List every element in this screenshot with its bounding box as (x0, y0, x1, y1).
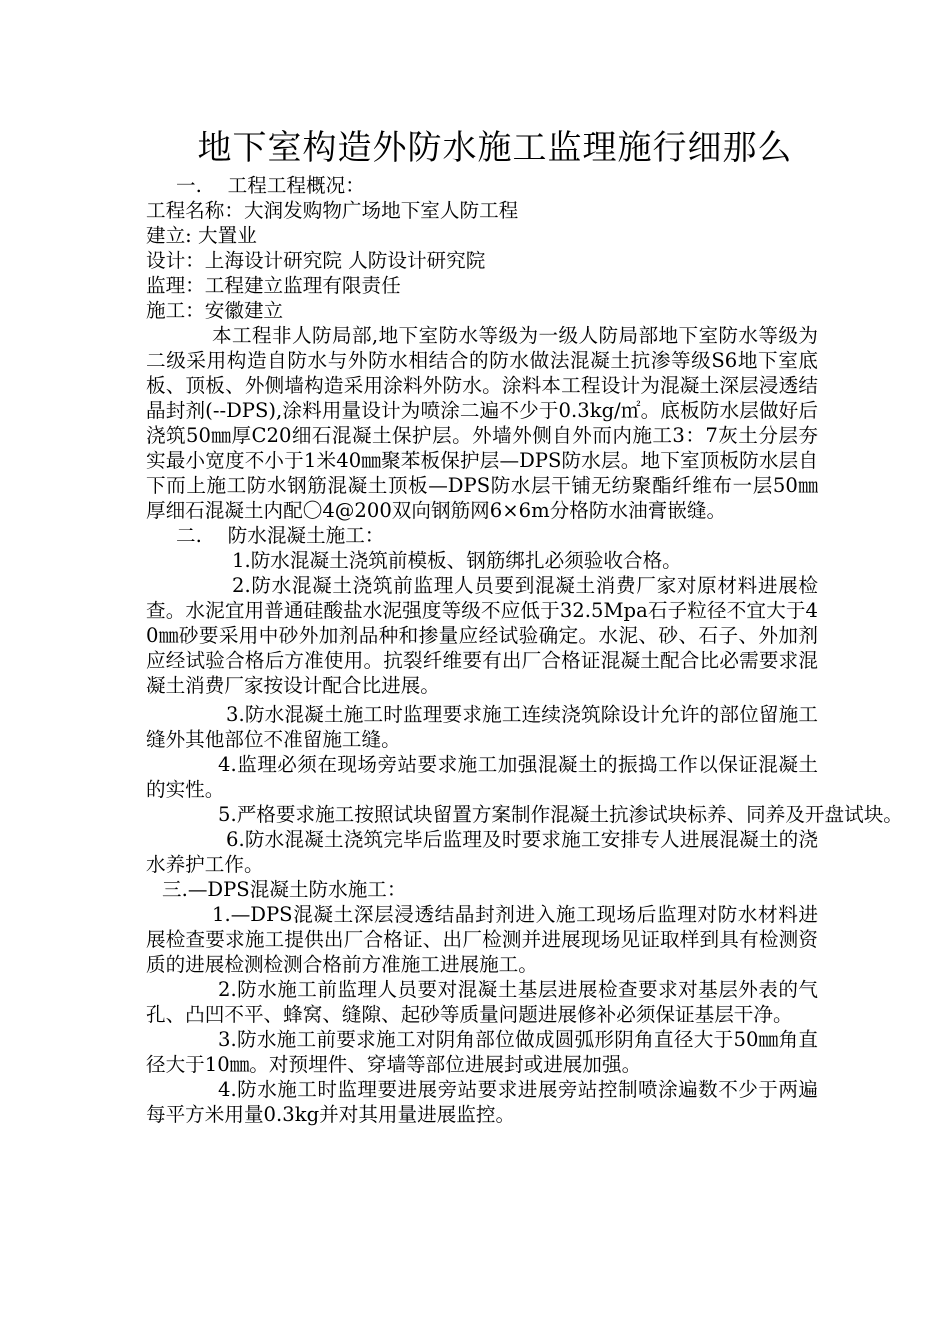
concrete-item-1: 1.防水混凝土浇筑前模板、钢筋绑扎必须验收合格。 (232, 549, 682, 572)
supervisor-line: 监理：工程建立监理有限责任 (146, 274, 401, 297)
project-name-line: 工程名称：大润发购物广场地下室人防工程 (146, 199, 519, 222)
designer-line: 设计：上海设计研究院 人防设计研究院 (146, 249, 486, 272)
concrete-item-5: 5.严格要求施工按照试块留置方案制作混凝土抗渗试块标养、同养及开盘试块。 (218, 803, 903, 826)
document-body (146, 173, 903, 1127)
section-heading-overview: 一. 工程工程概况： (176, 174, 365, 197)
dps-item-1: 1.—DPS混凝土深层浸透结晶封剂进入施工现场后监理对防水材料进展检查要求施工提供出厂合格证、出厂检测并进展现场见证取样到具有检测资质的进展检测检测合格前方准施工进展施工。 (146, 903, 818, 976)
concrete-item-3: 3.防水混凝土施工时监理要求施工连续浇筑除设计允许的部位留施工缝外其他部位不准留施工缝。 (146, 703, 818, 751)
dps-item-3: 3.防水施工前要求施工对阴角部位做成圆弧形阴角直径大于50㎜角直径大于10㎜。对预埋件、穿墙等部位进展封或进展加强。 (146, 1028, 818, 1076)
dps-item-2: 2.防水施工前监理人员要对混凝土基层进展检查要求对基层外表的气孔、凸凹不平、蜂窝、缝隙、起砂等质量问题进展修补必须保证基层干净。 (146, 978, 818, 1026)
concrete-item-2: 2.防水混凝土浇筑前监理人员要到混凝土消费厂家对原材料进展检查。水泥宜用普通硅酸盐水泥强度等级不应低于32.5Mpa石子粒径不宜大于40㎜砂要采用中砂外加剂品种和掺量应经试验确定。水泥、砂、石子、外加剂应经试验合格后方准使用。抗裂纤维要有出厂合格证混凝土配合比必需要求混凝土消费厂家按设计配合比进展。 (146, 574, 818, 697)
overview-paragraph: 本工程非人防局部,地下室防水等级为一级人防局部地下室防水等级为二级采用构造自防水与外防水相结合的防水做法混凝土抗渗等级S6地下室底板、顶板、外侧墙构造采用涂料外防水。涂料本工程设计为混凝土深层浸透结晶封剂(--DPS),涂料用量设计为喷涂二遍不少于0.3kg/㎡。底板防水层做好后浇筑50㎜厚C20细石混凝土保护层。外墙外侧自外而内施工3：7灰土分层夯实最小宽度不小于1米40㎜聚苯板保护层—DPS防水层。地下室顶板防水层自下而上施工防水钢筋混凝土顶板—DPS防水层干铺无纺聚酯纤维布一层50㎜厚细石混凝土内配〇4@200双向钢筋网6×6m分格防水油膏嵌缝。 (146, 324, 818, 522)
dps-item-4: 4.防水施工时监理要进展旁站要求进展旁站控制喷涂遍数不少于两遍每平方米用量0.3kg并对其用量进展监控。 (146, 1078, 818, 1126)
concrete-item-6: 6.防水混凝土浇筑完毕后监理及时要求施工安排专人进展混凝土的浇水养护工作。 (146, 828, 818, 876)
concrete-item-4: 4.监理必须在现场旁站要求施工加强混凝土的振捣工作以保证混凝土的实性。 (146, 753, 818, 801)
contractor-line: 施工：安徽建立 (146, 299, 284, 322)
section-heading-dps: 三.—DPS混凝土防水施工： (162, 878, 407, 901)
section-heading-concrete: 二. 防水混凝土施工： (176, 524, 385, 547)
document-title: 地下室构造外防水施工监理施行细那么 (197, 128, 793, 168)
builder-line: 建立: 大置业 (146, 224, 257, 247)
